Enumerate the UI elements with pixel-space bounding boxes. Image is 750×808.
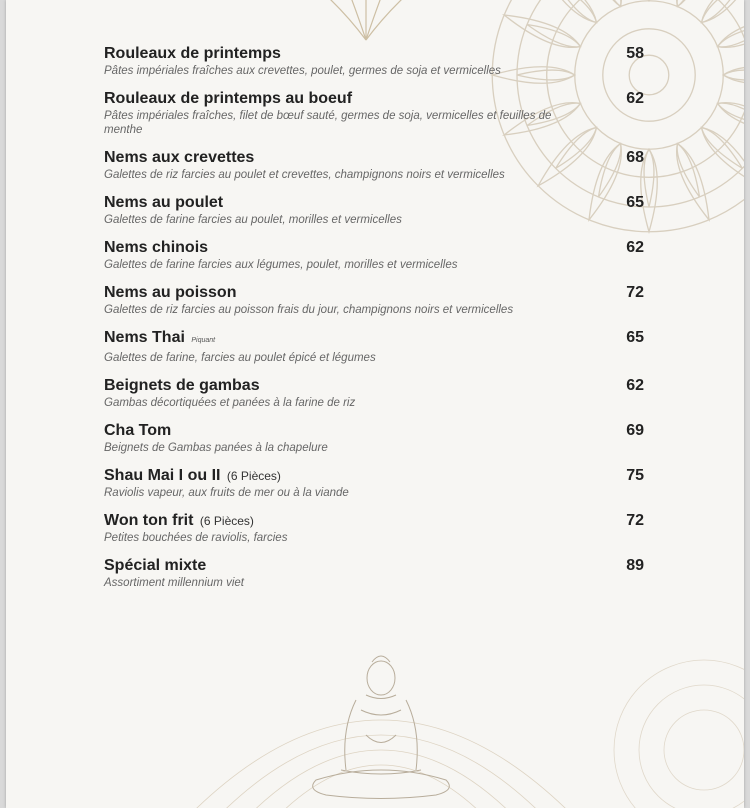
item-price: 58 bbox=[626, 45, 644, 62]
item-description: Galettes de farine farcies aux légumes, poulet, morilles et vermicelles bbox=[104, 259, 458, 271]
menu-item bbox=[104, 511, 644, 545]
item-name-text: Nems chinois bbox=[104, 239, 209, 256]
menu-item bbox=[104, 328, 644, 365]
buddha-ornament bbox=[166, 640, 596, 808]
item-price: 72 bbox=[626, 512, 644, 529]
item-name-text: Won ton frit bbox=[104, 512, 194, 529]
item-description: Raviolis vapeur, aux fruits de mer ou à la viande bbox=[104, 487, 349, 499]
item-name bbox=[104, 511, 644, 531]
menu-item bbox=[104, 376, 644, 410]
item-description: Galettes de farine farcies au poulet, morilles et vermicelles bbox=[104, 214, 402, 226]
item-description: Galettes de riz farcies au poisson frais du jour, champignons noirs et vermicelles bbox=[104, 304, 514, 316]
item-price: 75 bbox=[626, 467, 644, 484]
menu-page bbox=[6, 0, 744, 808]
menu-item bbox=[104, 89, 644, 137]
item-price: 89 bbox=[626, 557, 644, 574]
item-price: 65 bbox=[626, 194, 644, 211]
menu-item bbox=[104, 556, 644, 590]
item-name-text: Nems au poulet bbox=[104, 194, 224, 211]
menu-item bbox=[104, 193, 644, 227]
item-name bbox=[104, 376, 644, 396]
item-name bbox=[104, 193, 644, 213]
item-name bbox=[104, 556, 644, 576]
item-price: 62 bbox=[626, 239, 644, 256]
item-name-text: Cha Tom bbox=[104, 422, 172, 439]
item-description: Petites bouchées de raviolis, farcies bbox=[104, 532, 288, 544]
item-name bbox=[104, 89, 644, 109]
menu-list bbox=[104, 44, 644, 601]
item-description: Pâtes impériales fraîches, filet de bœuf sauté, germes de soja, vermicelles et feuilles de menthe bbox=[104, 110, 552, 136]
menu-item bbox=[104, 44, 644, 78]
menu-item bbox=[104, 421, 644, 455]
item-name bbox=[104, 283, 644, 303]
item-name-text: Shau Mai I ou II bbox=[104, 467, 221, 484]
item-name-text: Nems aux crevettes bbox=[104, 149, 255, 166]
item-name-text: Nems Thai bbox=[104, 329, 185, 346]
item-pieces-note: (6 Pièces) bbox=[226, 469, 281, 483]
mandala-ornament-bottom-right bbox=[604, 650, 744, 808]
item-description: Gambas décortiquées et panées à la farine de riz bbox=[104, 397, 356, 409]
item-name bbox=[104, 238, 644, 258]
item-name-text: Spécial mixte bbox=[104, 557, 207, 574]
item-name bbox=[104, 328, 644, 351]
item-price: 69 bbox=[626, 422, 644, 439]
item-price: 62 bbox=[626, 377, 644, 394]
item-price: 72 bbox=[626, 284, 644, 301]
item-price: 68 bbox=[626, 149, 644, 166]
item-description: Pâtes impériales fraîches aux crevettes, poulet, germes de soja et vermicelles bbox=[104, 65, 501, 77]
item-name-text: Beignets de gambas bbox=[104, 377, 260, 394]
menu-item bbox=[104, 466, 644, 500]
item-name bbox=[104, 466, 644, 486]
menu-item bbox=[104, 148, 644, 182]
item-price: 65 bbox=[626, 329, 644, 346]
item-name bbox=[104, 44, 644, 64]
item-description: Galettes de farine, farcies au poulet épicé et légumes bbox=[104, 352, 376, 364]
item-description: Galettes de riz farcies au poulet et crevettes, champignons noirs et vermicelles bbox=[104, 169, 505, 181]
item-spicy-note: Piquant bbox=[191, 337, 216, 344]
lotus-ornament-top bbox=[276, 0, 456, 50]
item-name bbox=[104, 421, 644, 441]
item-pieces-note: (6 Pièces) bbox=[199, 514, 254, 528]
item-name-text: Rouleaux de printemps au boeuf bbox=[104, 90, 353, 107]
menu-item bbox=[104, 283, 644, 317]
menu-item bbox=[104, 238, 644, 272]
item-name-text: Rouleaux de printemps bbox=[104, 45, 281, 62]
item-description: Beignets de Gambas panées à la chapelure bbox=[104, 442, 328, 454]
item-price: 62 bbox=[626, 90, 644, 107]
item-description: Assortiment millennium viet bbox=[104, 577, 244, 589]
item-name-text: Nems au poisson bbox=[104, 284, 237, 301]
item-name bbox=[104, 148, 644, 168]
